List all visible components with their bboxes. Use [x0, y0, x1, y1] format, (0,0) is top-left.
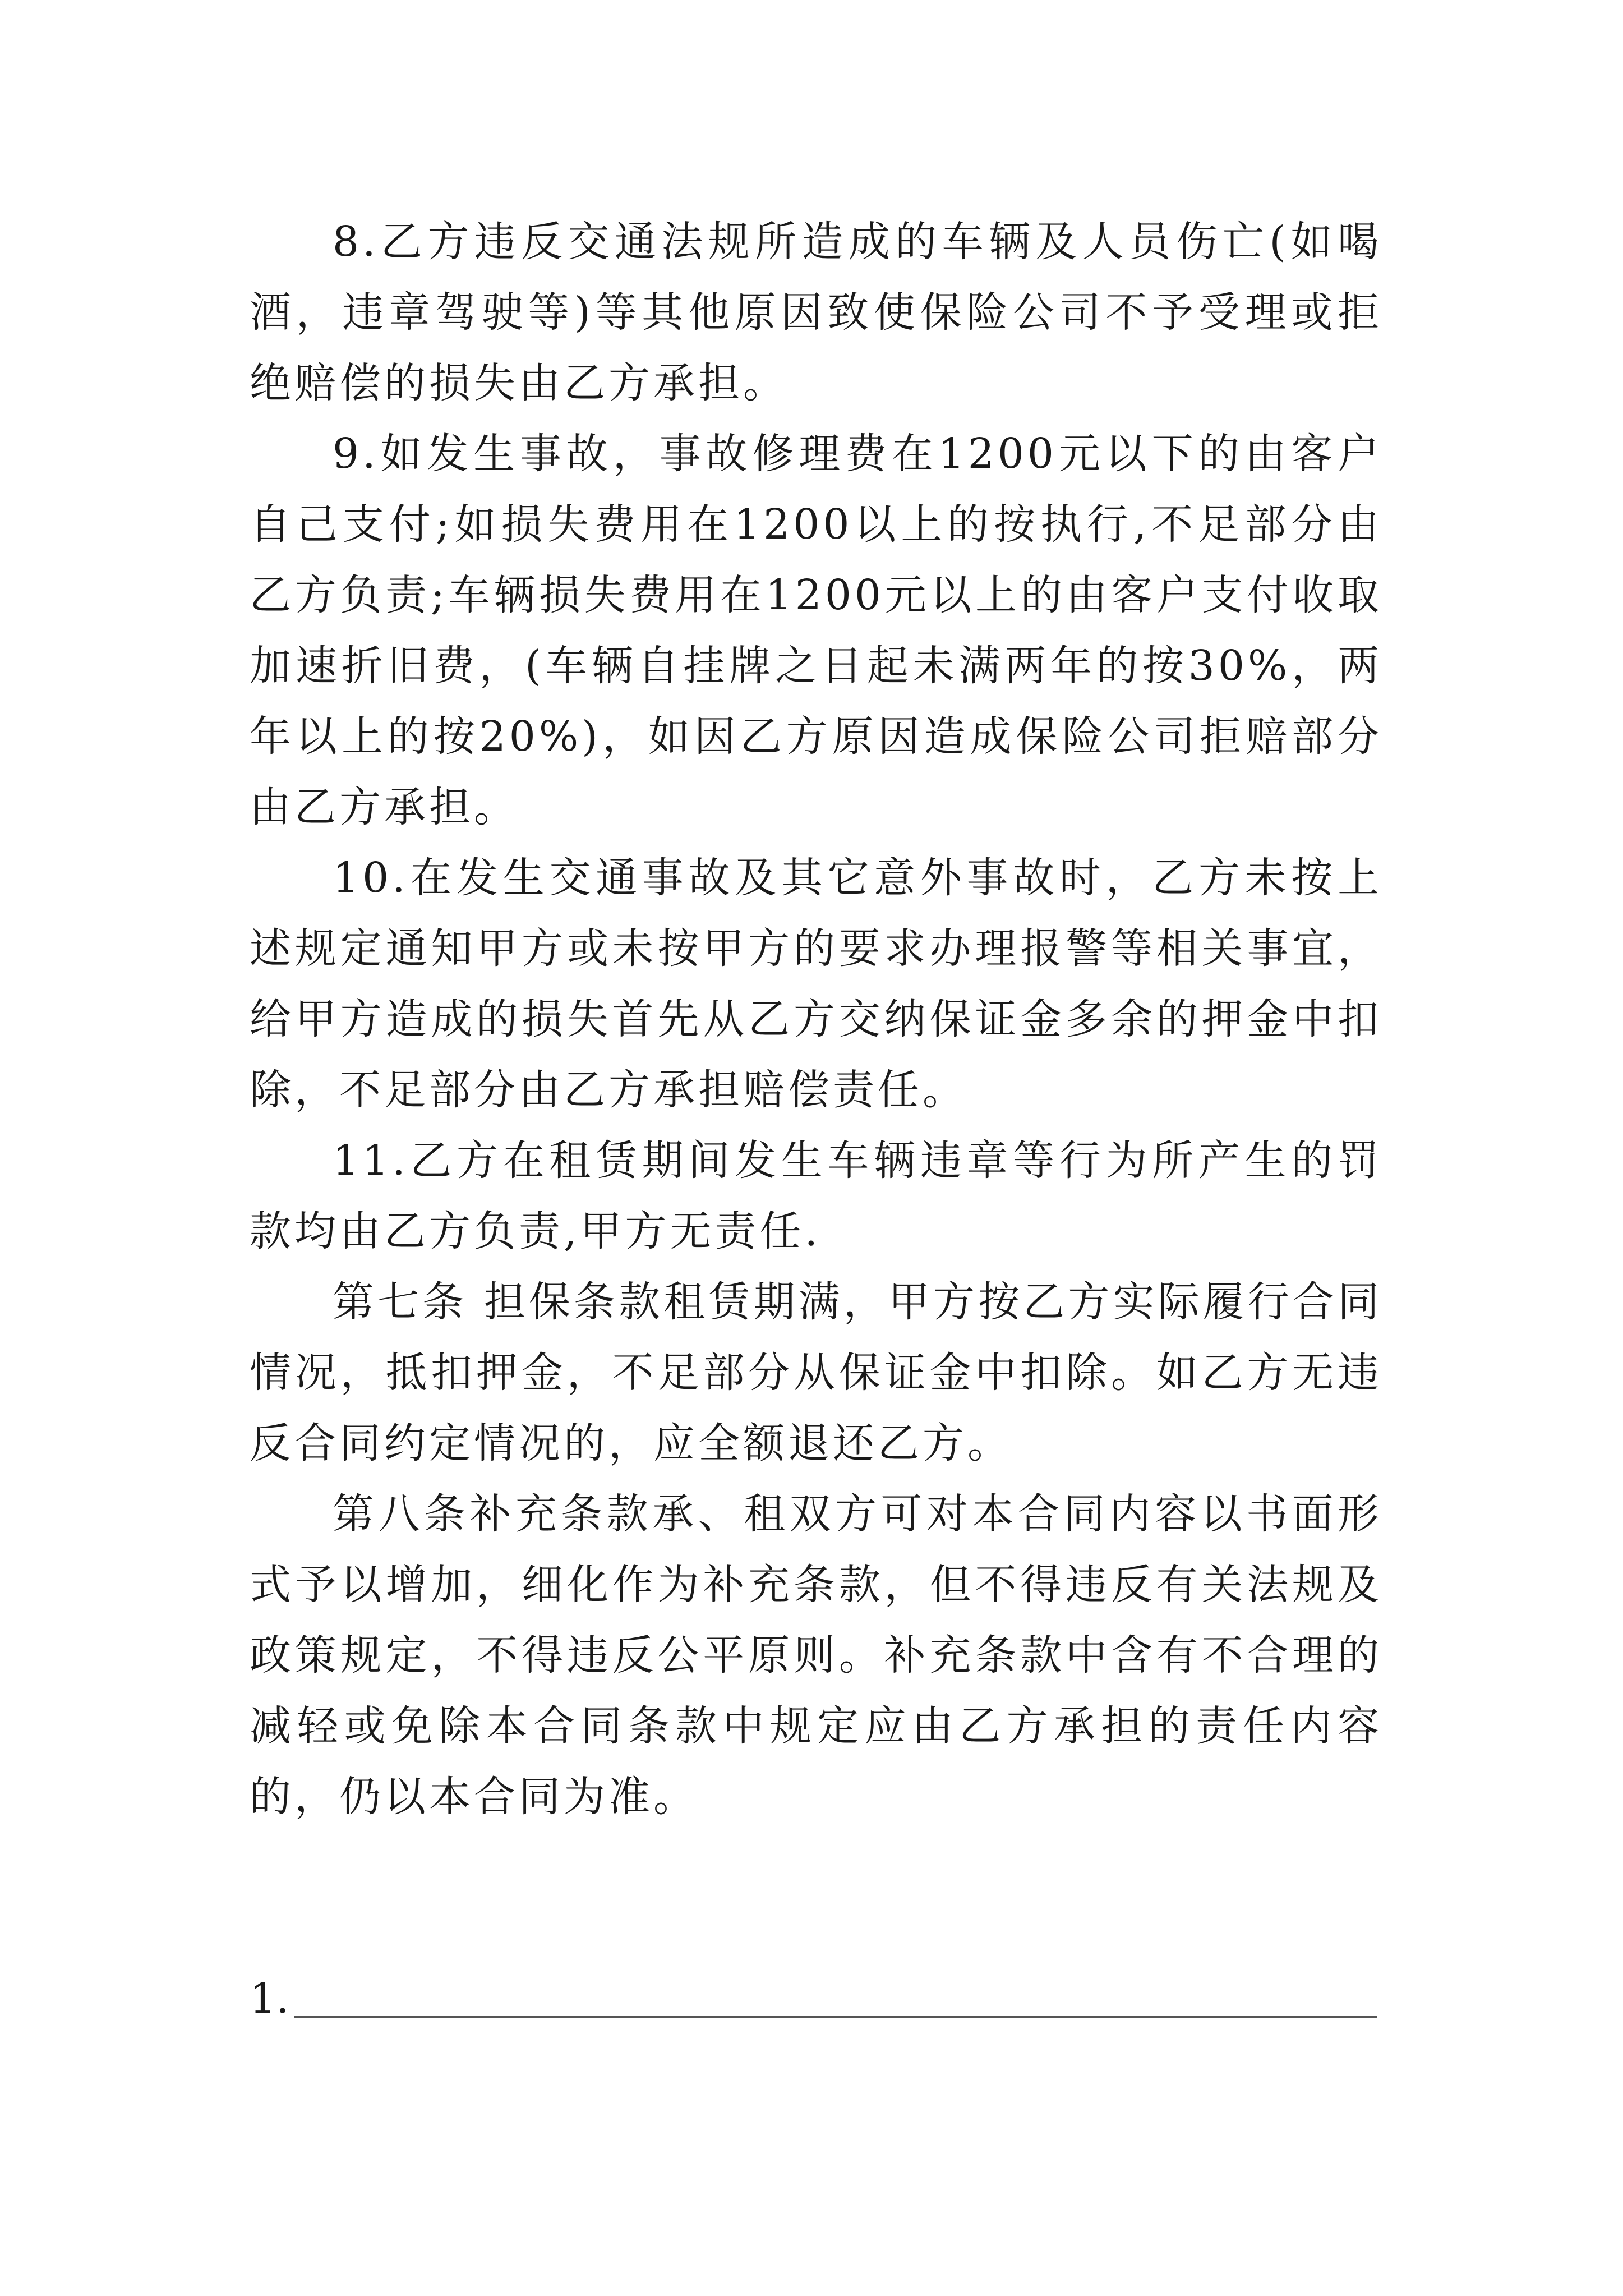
clause-10-paragraph: 10.在发生交通事故及其它意外事故时，乙方未按上述规定通知甲方或未按甲方的要求办理报警等相关事宜，给甲方造成的损失首先从乙方交纳保证金多余的押金中扣除，不足部分由乙方承担赔偿责任。 [250, 854, 1382, 1114]
document-body [250, 206, 1382, 1832]
clause-8-paragraph: 8.乙方违反交通法规所造成的车辆及人员伤亡(如喝酒，违章驾驶等)等其他原因致使保险公司不予受理或拒绝赔偿的损失由乙方承担。 [250, 218, 1382, 407]
fill-in-underline [294, 2016, 1377, 2018]
article-8-supplement-paragraph: 第八条补充条款承、租双方可对本合同内容以书面形式予以增加，细化作为补充条款，但不得违反有关法规及政策规定，不得违反公平原则。补充条款中含有不合理的减轻或免除本合同条款中规定应由乙方承担的责任内容的，仍以本合同为准。 [250, 1490, 1382, 1821]
supplementary-item-number: 1. [250, 1975, 289, 2023]
clause-9-paragraph: 9.如发生事故，事故修理费在1200元以下的由客户自己支付;如损失费用在1200以上的按执行,不足部分由乙方负责;车辆损失费用在1200元以上的由客户支付收取加速折旧费，(车辆自挂牌之日起未满两年的按30%，两年以上的按20%)，如因乙方原因造成保险公司拒赔部分由乙方承担。 [250, 430, 1382, 831]
article-7-guarantee-paragraph: 第七条 担保条款租赁期满，甲方按乙方实际履行合同情况，抵扣押金，不足部分从保证金中扣除。如乙方无违反合同约定情况的，应全额退还乙方。 [250, 1278, 1382, 1467]
clause-11-paragraph: 11.乙方在租赁期间发生车辆违章等行为所产生的罚款均由乙方负责,甲方无责任. [250, 1137, 1382, 1255]
supplementary-item-blank [250, 1963, 1377, 2034]
